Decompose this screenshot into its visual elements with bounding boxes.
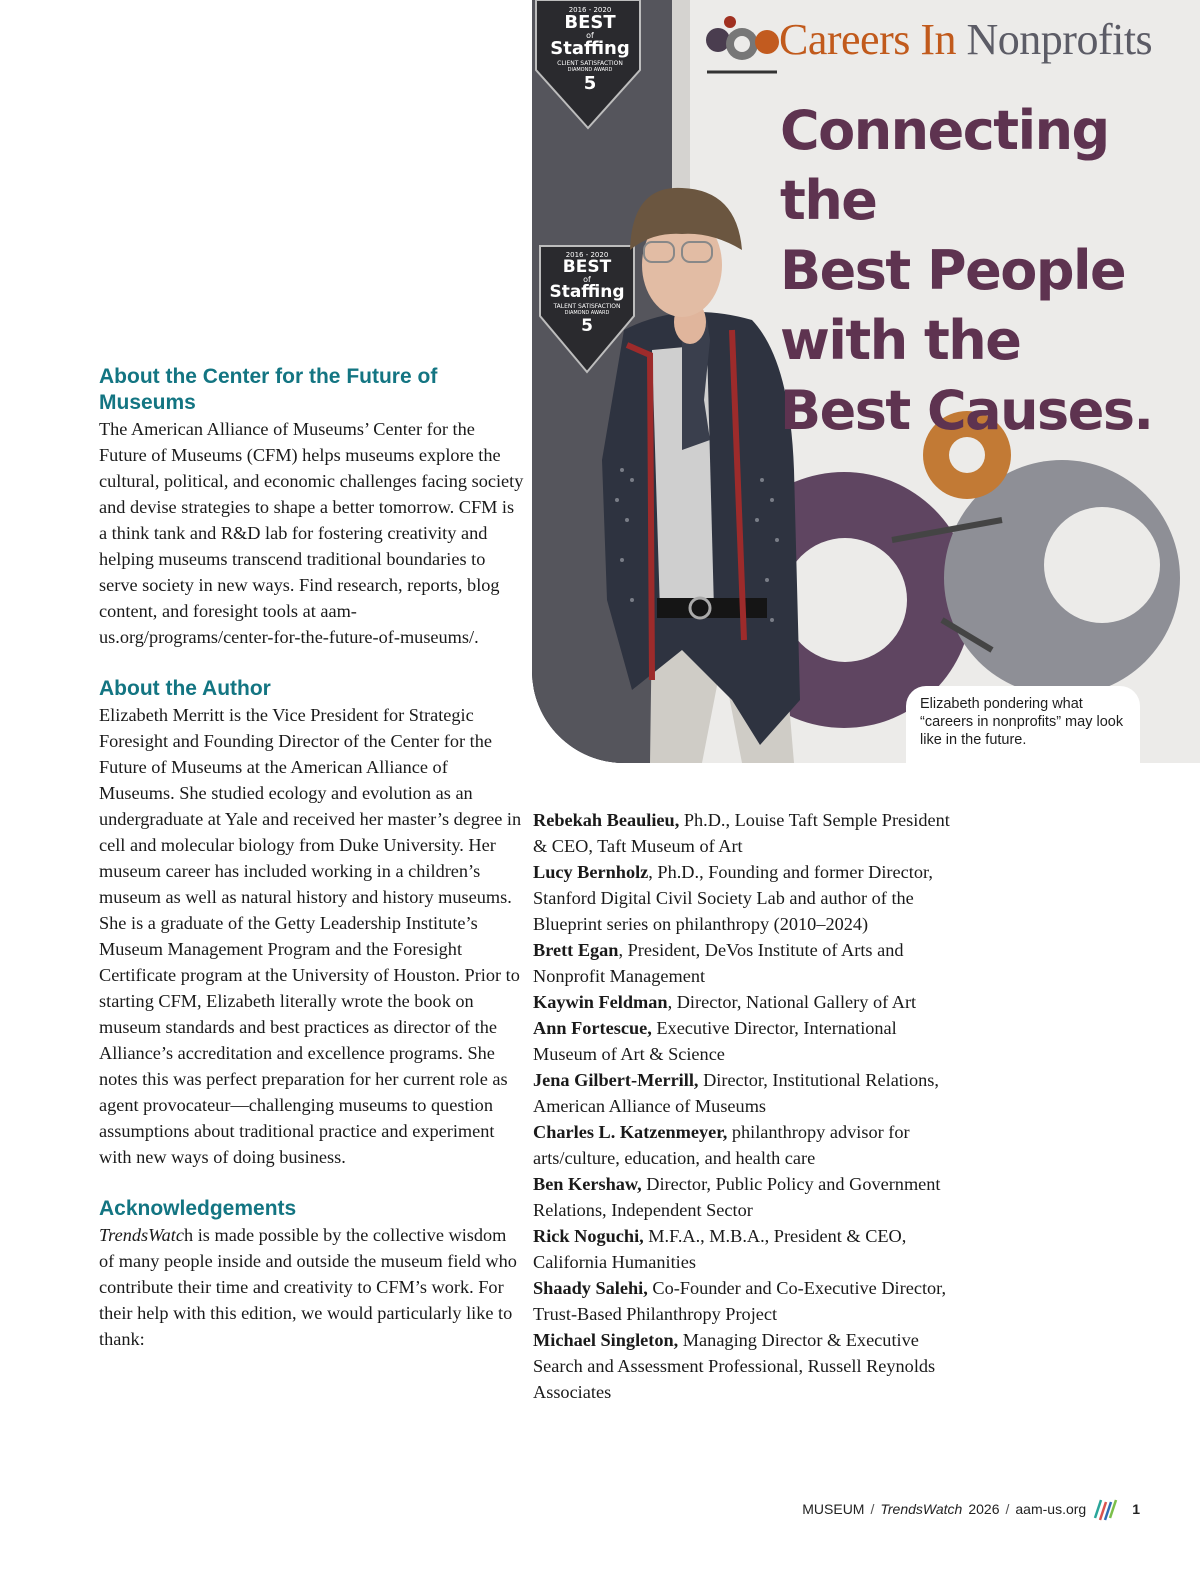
list-item: Ben Kershaw, Director, Public Policy and Government Relations, Independent Sector [533, 1174, 941, 1220]
about-author-section [99, 676, 524, 1170]
acknowledgement-list [533, 807, 953, 1405]
best-of-staffing-badge-talent: 2016 - 2020 BEST of Staffing TALENT SATISFACTION DIAMOND AWARD 5 [549, 251, 625, 336]
list-item: Rick Noguchi, M.F.A., M.B.A., President & CEO, California Humanities [533, 1226, 907, 1272]
banner-headline: Connecting the Best People with the Best Causes. [780, 99, 1153, 442]
acknowledgements-intro: TrendsWatch is made possible by the collective wisdom of many people inside and outside the museum field who contribute their time and creativity to CFM’s work. For their help with this edition, we would particularly like to thank: [99, 1225, 517, 1349]
best-of-staffing-badge-client: 2016 - 2020 BEST of Staffing CLIENT SATISFACTION DIAMOND AWARD 5 [550, 6, 630, 94]
acknowledgements-section [99, 1196, 524, 1352]
footer-year: 2026 [968, 1501, 1000, 1517]
list-item: Rebekah Beaulieu, Ph.D., Louise Taft Semple President & CEO, Taft Museum of Art [533, 810, 950, 856]
right-column [533, 807, 953, 1405]
careers-in-nonprofits-logo: Careers In Nonprofits [779, 15, 1153, 64]
about-center-heading: About the Center for the Future of Museums [99, 365, 438, 414]
list-item: Jena Gilbert-Merrill, Director, Institutional Relations, American Alliance of Museums [533, 1070, 939, 1116]
footer-site-link[interactable]: aam-us.org [1015, 1501, 1087, 1517]
photo-caption: Elizabeth pondering what “careers in nonprofits” may look like in the future. [906, 686, 1140, 766]
left-column [99, 364, 524, 1378]
footer-trendswatch: TrendsWatch [880, 1501, 963, 1517]
footer-museum: MUSEUM [802, 1501, 865, 1517]
about-center-section [99, 364, 524, 650]
about-author-heading: About the Author [99, 677, 271, 700]
list-item: Michael Singleton, Managing Director & Executive Search and Assessment Professional, Russell Reynolds Associates [533, 1330, 936, 1402]
list-item: Brett Egan, President, DeVos Institute of Arts and Nonprofit Management [533, 940, 904, 986]
page-number: 1 [1132, 1501, 1140, 1517]
list-item: Lucy Bernholz, Ph.D., Founding and former Director, Stanford Digital Civil Society Lab and author of the Blueprint series on philanthropy (2010–2024) [533, 862, 933, 934]
acknowledgements-heading: Acknowledgements [99, 1197, 297, 1220]
list-item: Shaady Salehi, Co-Founder and Co-Executive Director, Trust-Based Philanthropy Project [533, 1278, 947, 1324]
list-item: Ann Fortescue, Executive Director, International Museum of Art & Science [533, 1018, 897, 1064]
about-author-body: Elizabeth Merritt is the Vice President for Strategic Foresight and Founding Director of the Center for the Future of Museums at the American Alliance of Museums. She studied ecology and evolution as an undergraduate at Yale and received her master’s degree in cell and molecular biology from Duke University. Her museum career has included working in a children’s museum as well as natural history and history museums. She is a graduate of the Getty Leadership Institute’s Museum Management Program and the Foresight Certificate program at the University of Houston. Prior to starting CFM, Elizabeth literally wrote the book on museum standards and best practices as director of the Alliance’s accreditation and excellence programs. She notes this was perfect preparation for her current role as agent provocateur—challenging museums to question assumptions about traditional practice and experiment with new ways of doing business. [99, 705, 522, 1167]
list-item: Charles L. Katzenmeyer, philanthropy advisor for arts/culture, education, and health care [533, 1122, 910, 1168]
feature-photo [532, 0, 1200, 763]
aam-logo-icon [1092, 1496, 1118, 1522]
page-footer: MUSEUM / TrendsWatch 2026 / aam-us.org 1 [802, 1496, 1140, 1522]
list-item: Kaywin Feldman, Director, National Gallery of Art [533, 992, 917, 1012]
about-center-body: The American Alliance of Museums’ Center for the Future of Museums (CFM) helps museums explore the cultural, political, and economic challenges facing society and devise strategies to shape a better tomorrow. CFM is a think tank and R&D lab for fostering creativity and helping museums transcend traditional boundaries to serve society in new ways. Find research, reports, blog content, and foresight tools at aam-us.org/programs/center-for-the-future-of-museums/. [99, 419, 524, 647]
